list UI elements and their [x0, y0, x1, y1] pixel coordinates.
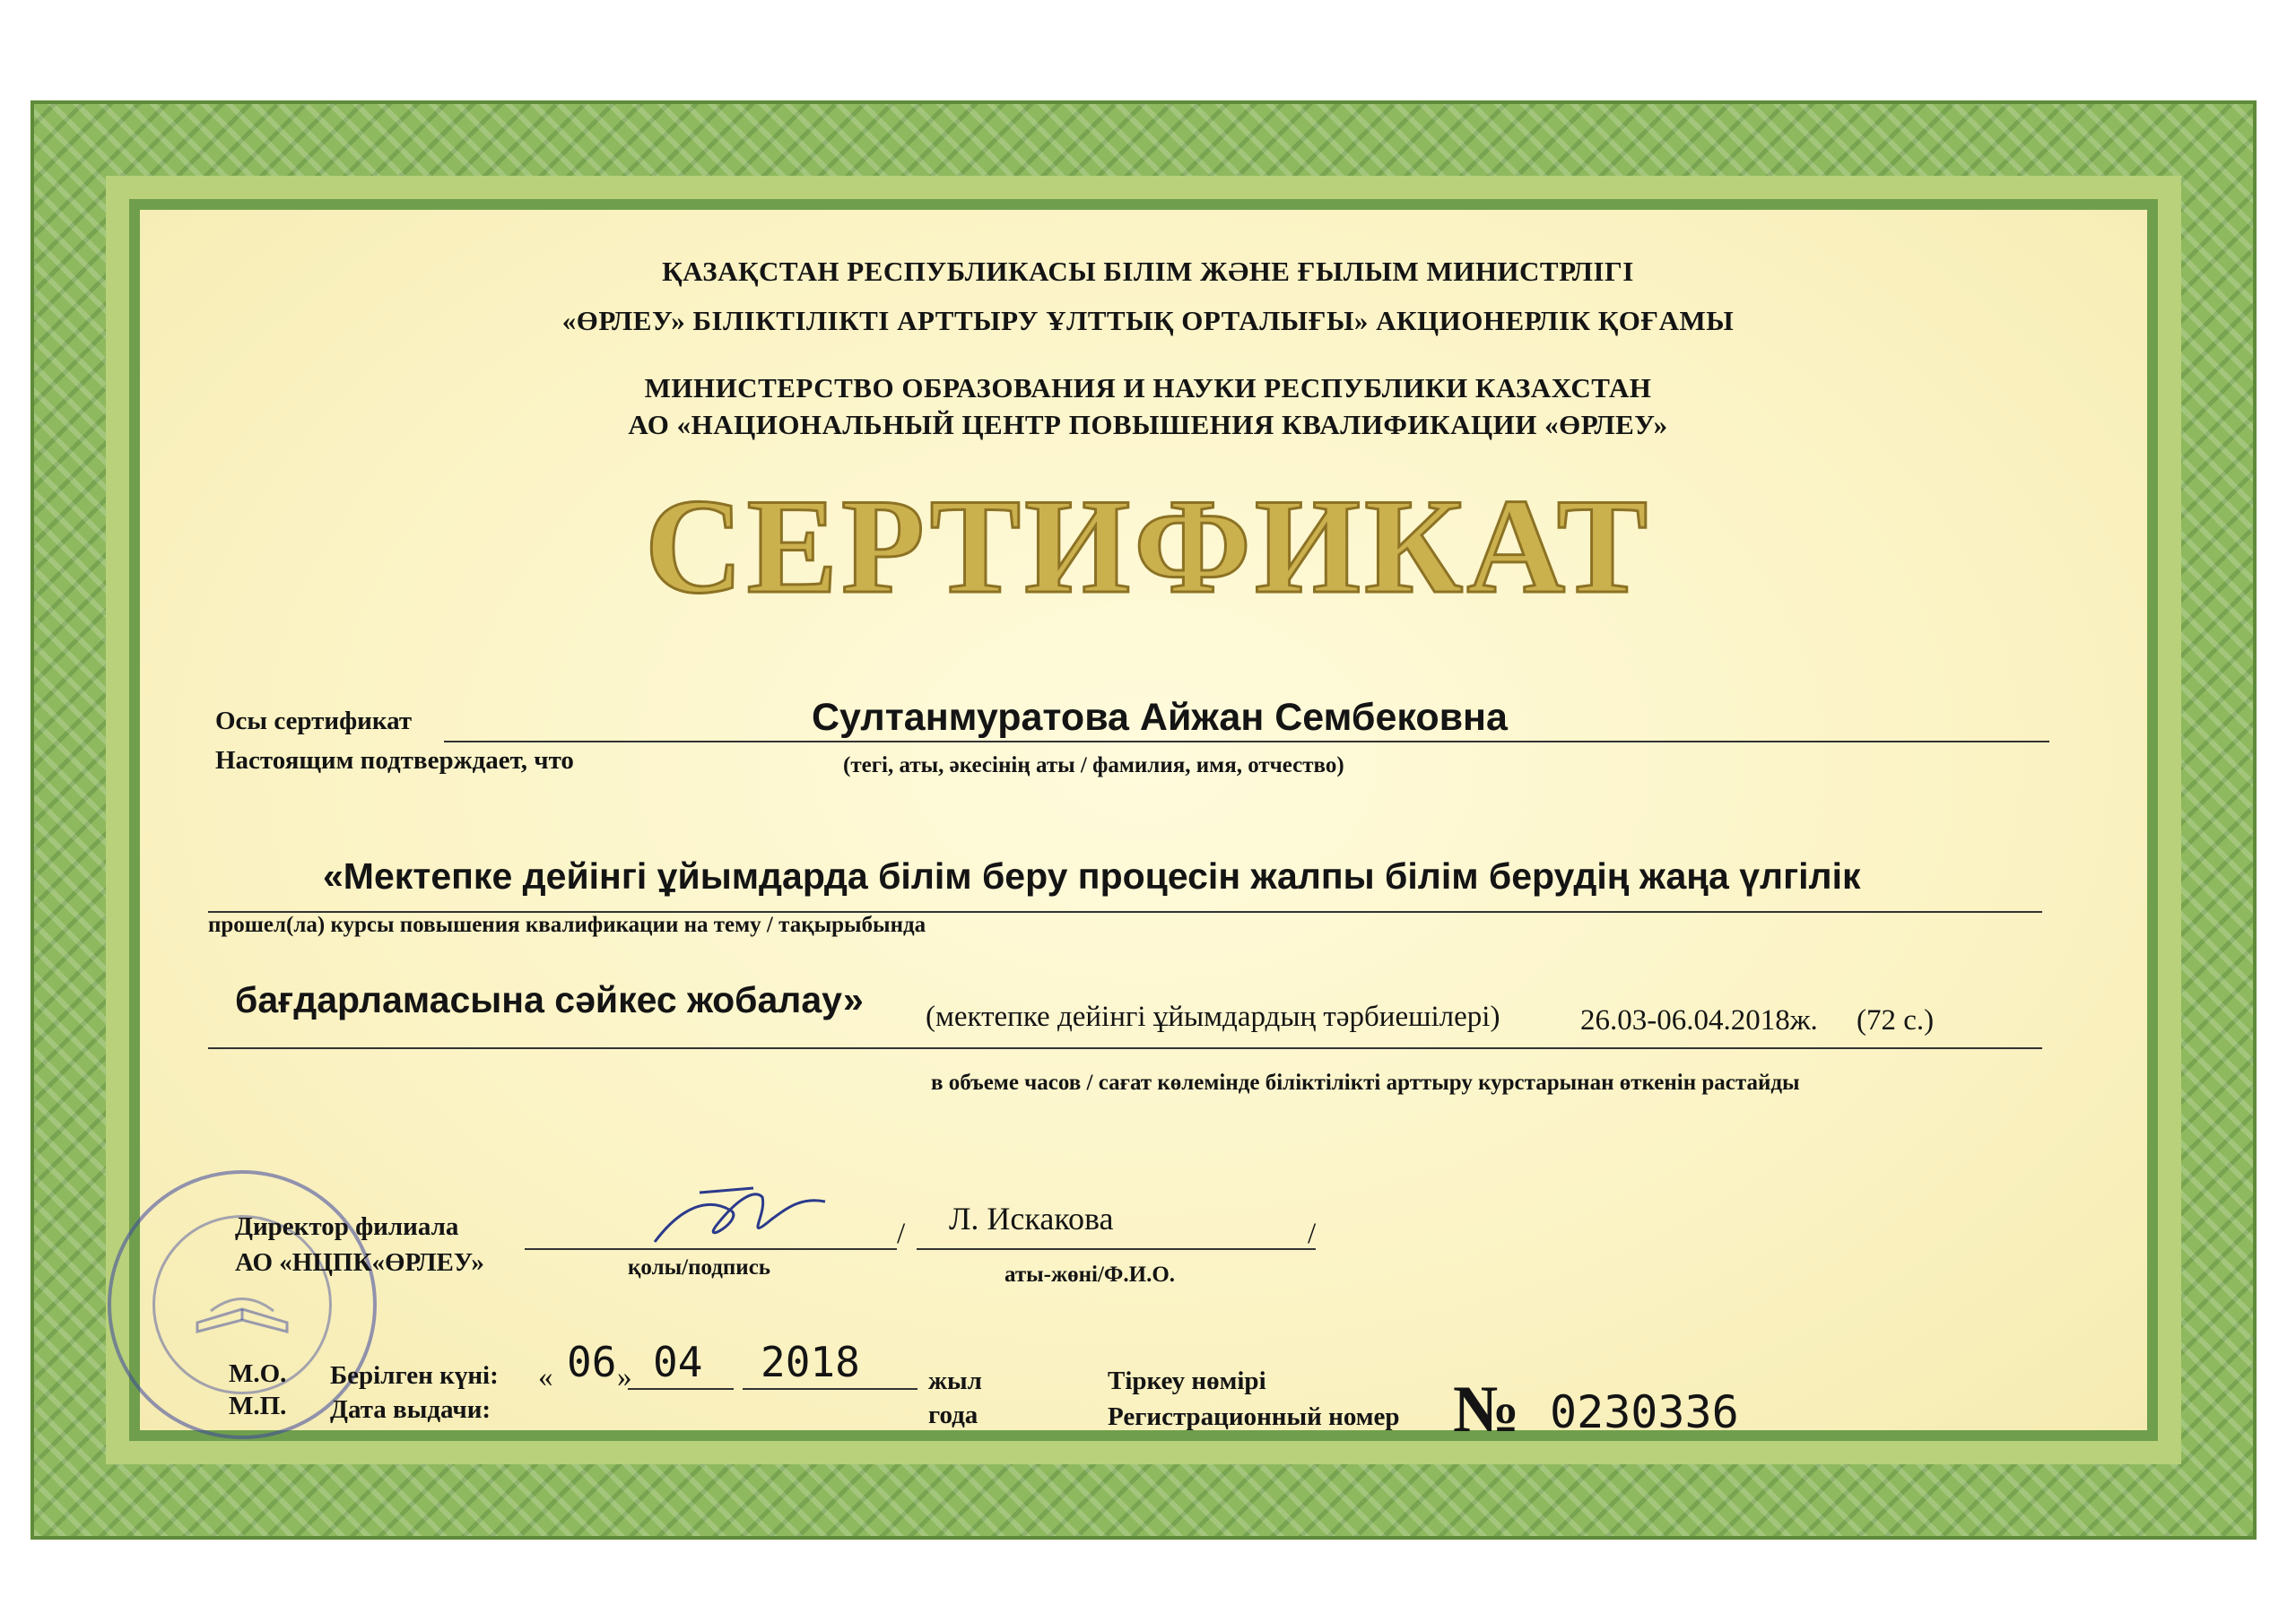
signature-separator: / [897, 1218, 906, 1250]
course-dates: 26.03-06.04.2018ж. [1580, 1004, 1818, 1037]
number-sign: № [1453, 1373, 1520, 1446]
mp-label-kz: М.О. [229, 1359, 287, 1388]
issue-year: 2018 [761, 1338, 860, 1386]
reg-number-label-ru: Регистрационный номер [1108, 1402, 1400, 1431]
director-title: Директор филиала [235, 1212, 459, 1241]
topic-underline-2 [208, 1047, 2042, 1049]
certificate-title: СЕРТИФИКАТ [644, 471, 1652, 621]
mp-label-ru: М.П. [229, 1392, 287, 1420]
issue-date-label-ru: Дата выдачи: [330, 1395, 491, 1424]
recipient-label-kz: Осы сертификат [215, 707, 413, 735]
year-label-kz: жыл [928, 1367, 982, 1395]
course-hours: (72 с.) [1857, 1004, 1935, 1037]
signer-name: Л. Искакова [949, 1201, 1114, 1237]
seal-book-icon [193, 1282, 291, 1336]
header-kz-line-1: ҚАЗАҚСТАН РЕСПУБЛИКАСЫ БІЛІМ ЖӘНЕ ҒЫЛЫМ МИНИСТРЛІГІ [662, 256, 1634, 287]
course-topic-line-2: бағдарламасына сәйкес жобалау» [235, 979, 864, 1020]
registration-number: 0230336 [1550, 1386, 1739, 1438]
year-label-ru: года [928, 1401, 978, 1429]
name-caption: (тегі, аты, әкесінің аты / фамилия, имя, отчество) [843, 753, 1344, 777]
header-kz-line-2: «ӨРЛЕУ» БІЛІКТІЛІКТІ АРТТЫРУ ҰЛТТЫҚ ОРТАЛЫҒЫ» АКЦИОНЕРЛІК ҚОҒАМЫ [561, 305, 1735, 336]
issue-day: 06 [567, 1338, 617, 1386]
issue-date-label-kz: Берілген күні: [330, 1361, 499, 1390]
header-ru-line-2: АО «НАЦИОНАЛЬНЫЙ ЦЕНТР ПОВЫШЕНИЯ КВАЛИФИКАЦИИ «ӨРЛЕУ» [628, 409, 1668, 440]
issue-month: 04 [653, 1338, 703, 1386]
name-line [917, 1248, 1316, 1250]
month-underline [628, 1388, 734, 1390]
recipient-name: Султанмуратова Айжан Сембековна [812, 696, 1508, 739]
name-separator: / [1308, 1218, 1317, 1250]
signature-caption: қолы/подпись [628, 1255, 771, 1280]
director-org: АО «НЦПК«ӨРЛЕУ» [235, 1248, 484, 1277]
course-caption-1: прошел(ла) курсы повышения квалификации на тему / тақырыбында [208, 913, 926, 937]
header-ru-line-1: МИНИСТЕРСТВО ОБРАЗОВАНИЯ И НАУКИ РЕСПУБЛИКИ КАЗАХСТАН [644, 372, 1652, 404]
date-open-quote: « [538, 1361, 553, 1393]
course-audience: (мектепке дейінгі ұйымдардың тәрбиешілері) [926, 1001, 1500, 1033]
name-caption-fio: аты-жөні/Ф.И.О. [1004, 1263, 1176, 1287]
course-topic-line-1: «Мектепке дейінгі ұйымдарда білім беру процесін жалпы білім берудің жаңа үлгілік [323, 855, 1861, 897]
recipient-label-ru: Настоящим подтверждает, что [215, 746, 574, 775]
name-underline [444, 741, 2049, 742]
reg-number-label-kz: Тіркеу нөмірі [1108, 1367, 1266, 1395]
year-underline [743, 1388, 918, 1390]
handwritten-signature [646, 1170, 834, 1260]
date-close-quote: » [617, 1361, 632, 1393]
course-caption-2: в объеме часов / сағат көлемінде біліктілікті арттыру курстарынан өткенін растайды [931, 1071, 1800, 1095]
